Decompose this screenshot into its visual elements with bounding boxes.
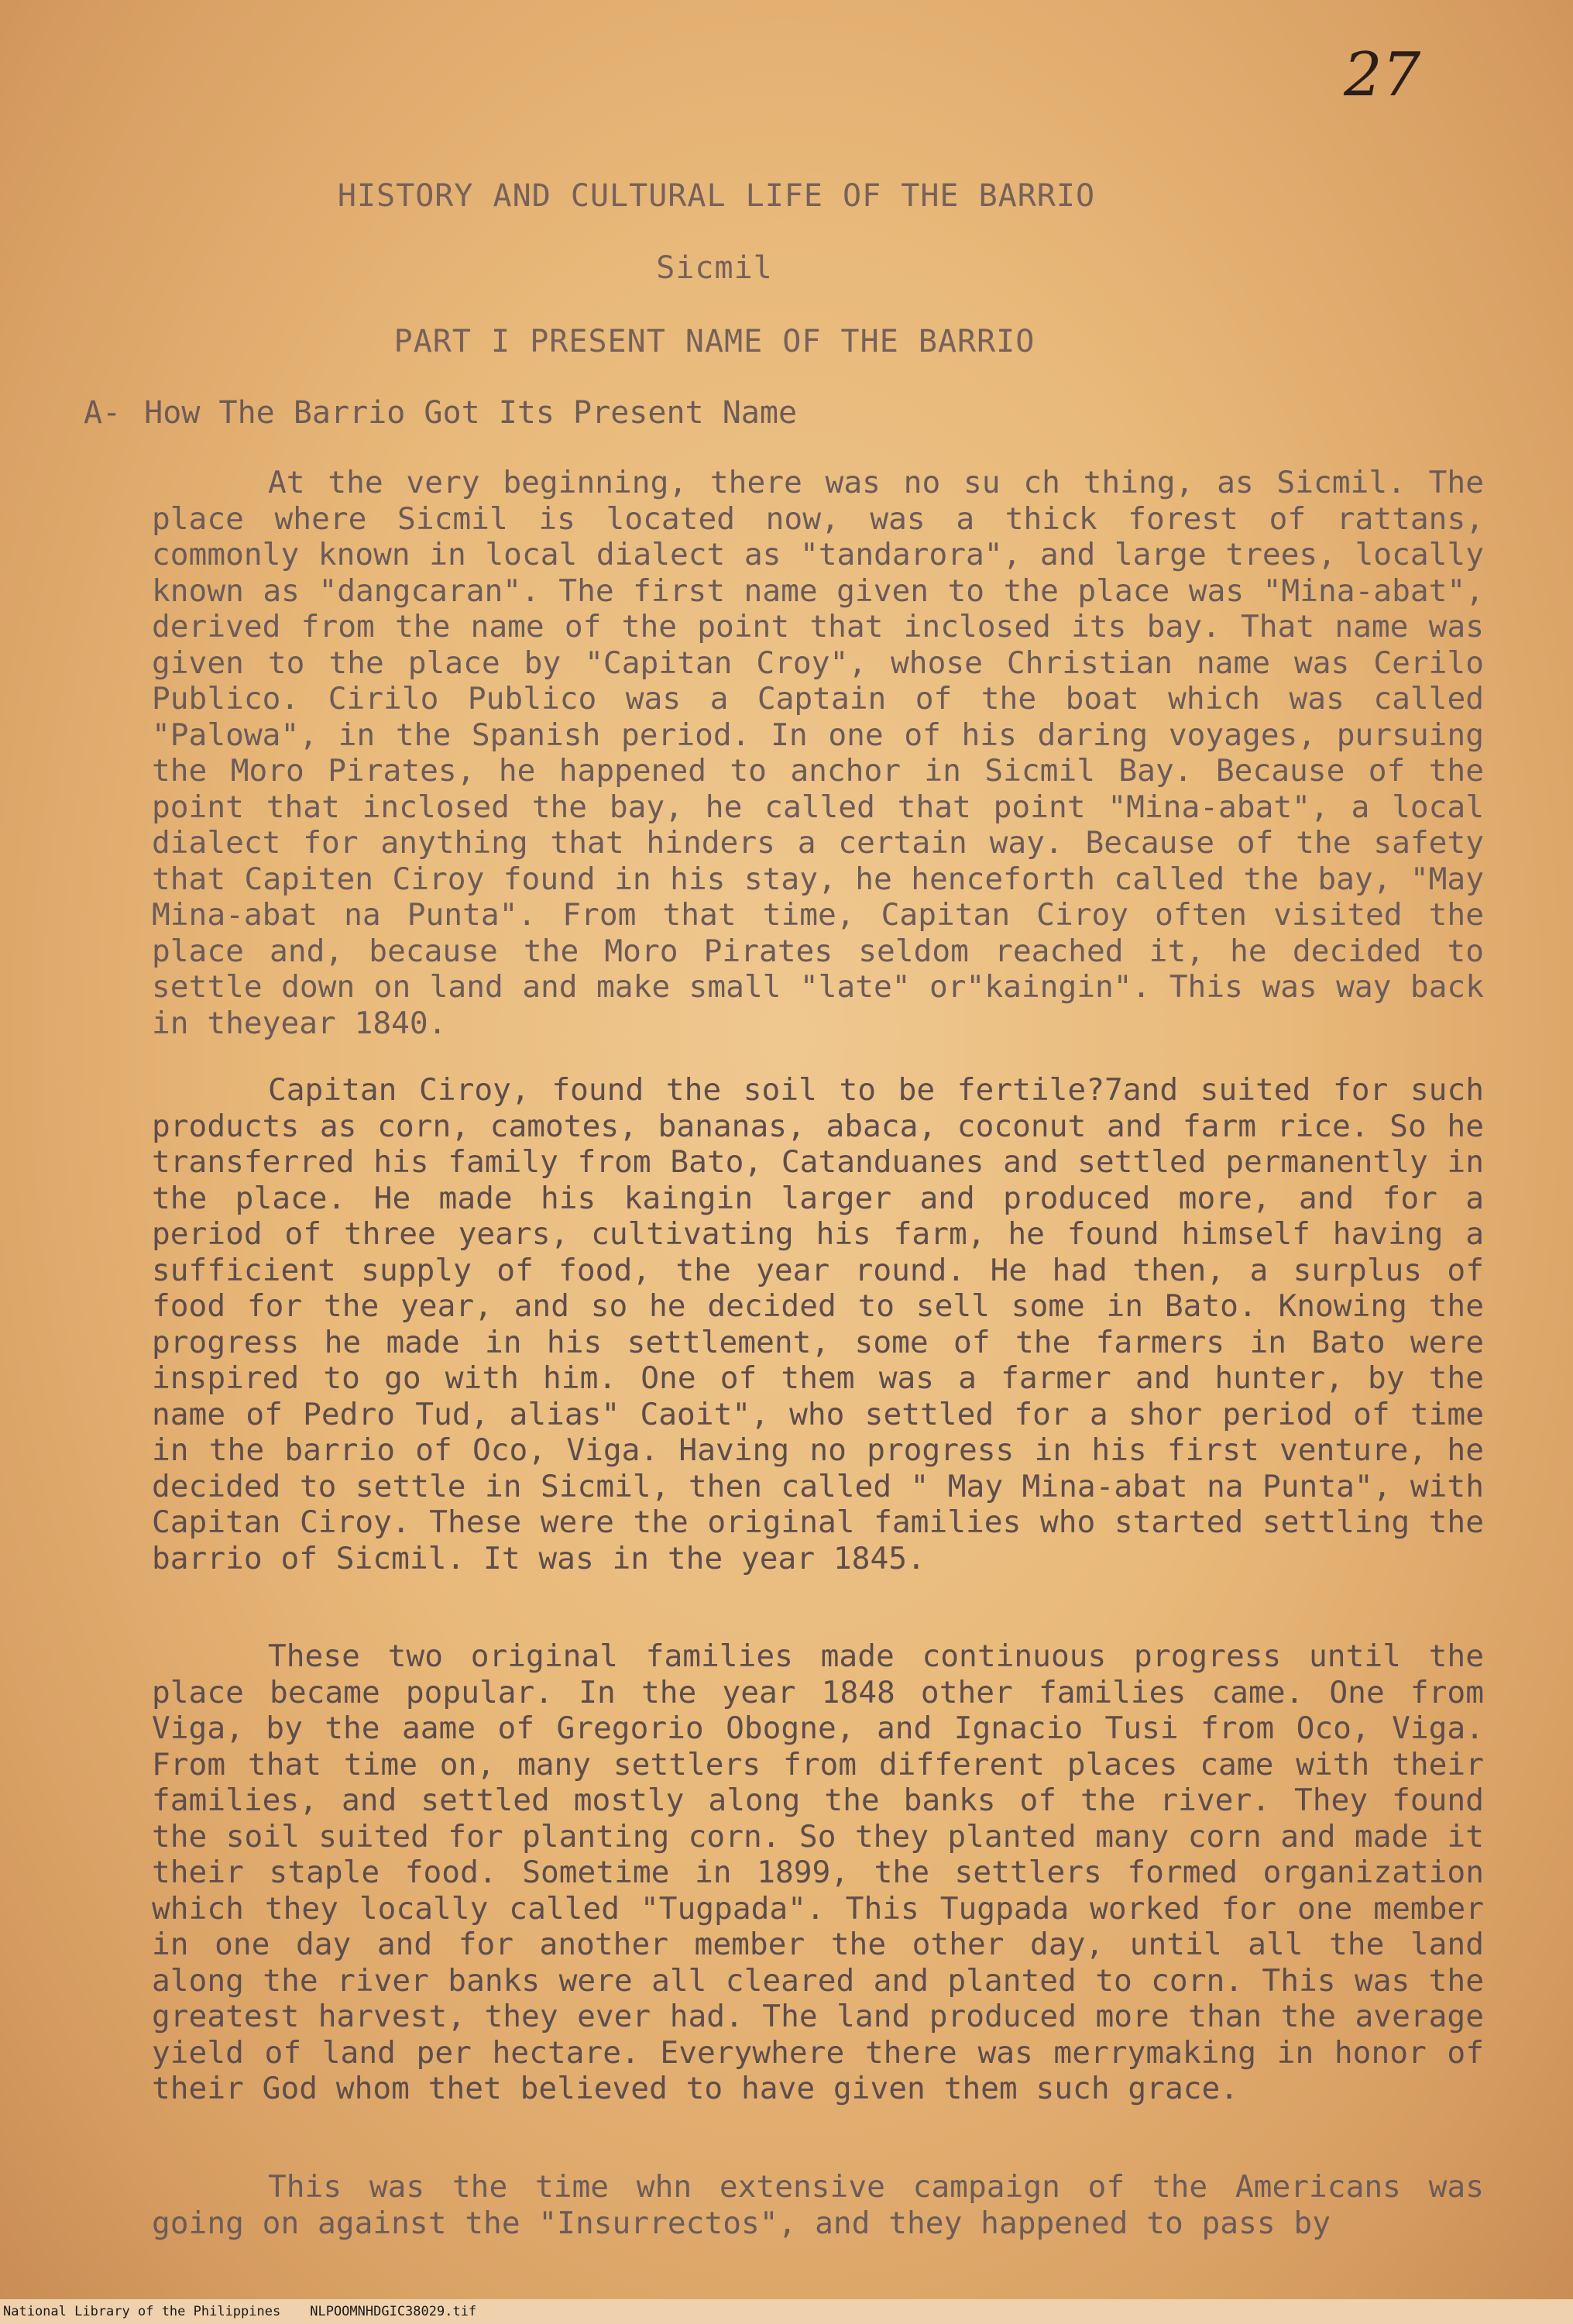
page-number: 27	[1344, 40, 1421, 110]
paragraph-3: These two original families made continuous progress until the place became popular. In the year 1848 other families came. One from Viga, by the aame of Gregorio Obogne, and Ignacio Tusi from Oco, Viga. From that time on, many settlers from different places came with their families, and settled mostly along the banks of the river. They found the soil suited for planting corn. So they planted many corn and made it their staple food. Sometime in 1899, the settlers formed organization which they locally called "Tugpada". This Tugpada worked for one member in one day and for another member the other day, until all the land along the river banks were all cleared and planted to corn. This was the greatest harvest, they ever had. The land produced more than the average yield of land per hectare. Everywhere there was merrymaking in honor of their God whom thet believed to have given them such grace.	[152, 1638, 1484, 2106]
part-heading: PART I PRESENT NAME OF THE BARRIO	[393, 324, 1036, 359]
scan-footer	[0, 2299, 1573, 2324]
section-title: How The Barrio Got Its Present Name	[144, 395, 798, 431]
footer-filename: NLPOOMNHDGIC38029.tif	[310, 2304, 477, 2319]
footer-library: National Library of the Philippines	[3, 2304, 281, 2319]
paragraph-1: At the very beginning, there was no su ch thing, as Sicmil. The place where Sicmil is located now, was a thick forest of rattans, commonly known in local dialect as "tandarora", and large trees, locally known as "dangcaran". The first name given to the place was "Mina-abat", derived from the name of the point that inclosed its bay. That name was given to the place by "Capitan Croy", whose Christian name was Cerilo Publico. Cirilo Publico was a Captain of the boat which was called "Palowa", in the Spanish period. In one of his daring voyages, pursuing the Moro Pirates, he happened to anchor in Sicmil Bay. Because of the point that inclosed the bay, he called that point "Mina-abat", a local dialect for anything that hinders a certain way. Because of the safety that Capiten Ciroy found in his stay, he henceforth called the bay, "May Mina-abat na Punta". From that time, Capitan Ciroy often visited the place and, because the Moro Pirates seldom reached it, he decided to settle down on land and make small "late" or"kaingin". This was way back in theyear 1840.	[152, 465, 1484, 1041]
section-heading	[84, 395, 797, 431]
document-title: HISTORY AND CULTURAL LIFE OF THE BARRIO	[337, 178, 1096, 214]
paragraph-4: This was the time whn extensive campaign of the Americans was going on against the "Insurrectos", and they happened to pass by	[152, 2169, 1484, 2241]
barrio-name: Sicmil	[656, 250, 773, 286]
paragraph-2: Capitan Ciroy, found the soil to be fertile?7and suited for such products as corn, camotes, bananas, abaca, coconut and farm rice. So he transferred his family from Bato, Catanduanes and settled permanently in the place. He made his kaingin larger and produced more, and for a period of three years, cultivating his farm, he found himself having a sufficient supply of food, the year round. He had then, a surplus of food for the year, and so he decided to sell some in Bato. Knowing the progress he made in his settlement, some of the farmers in Bato were inspired to go with him. One of them was a farmer and hunter, by the name of Pedro Tud, alias" Caoit", who settled for a shor period of time in the barrio of Oco, Viga. Having no progress in his first venture, he decided to settle in Sicmil, then called " May Mina-abat na Punta", with Capitan Ciroy. These were the original families who started settling the barrio of Sicmil. It was in the year 1845.	[152, 1072, 1484, 1576]
section-letter: A-	[84, 395, 122, 431]
